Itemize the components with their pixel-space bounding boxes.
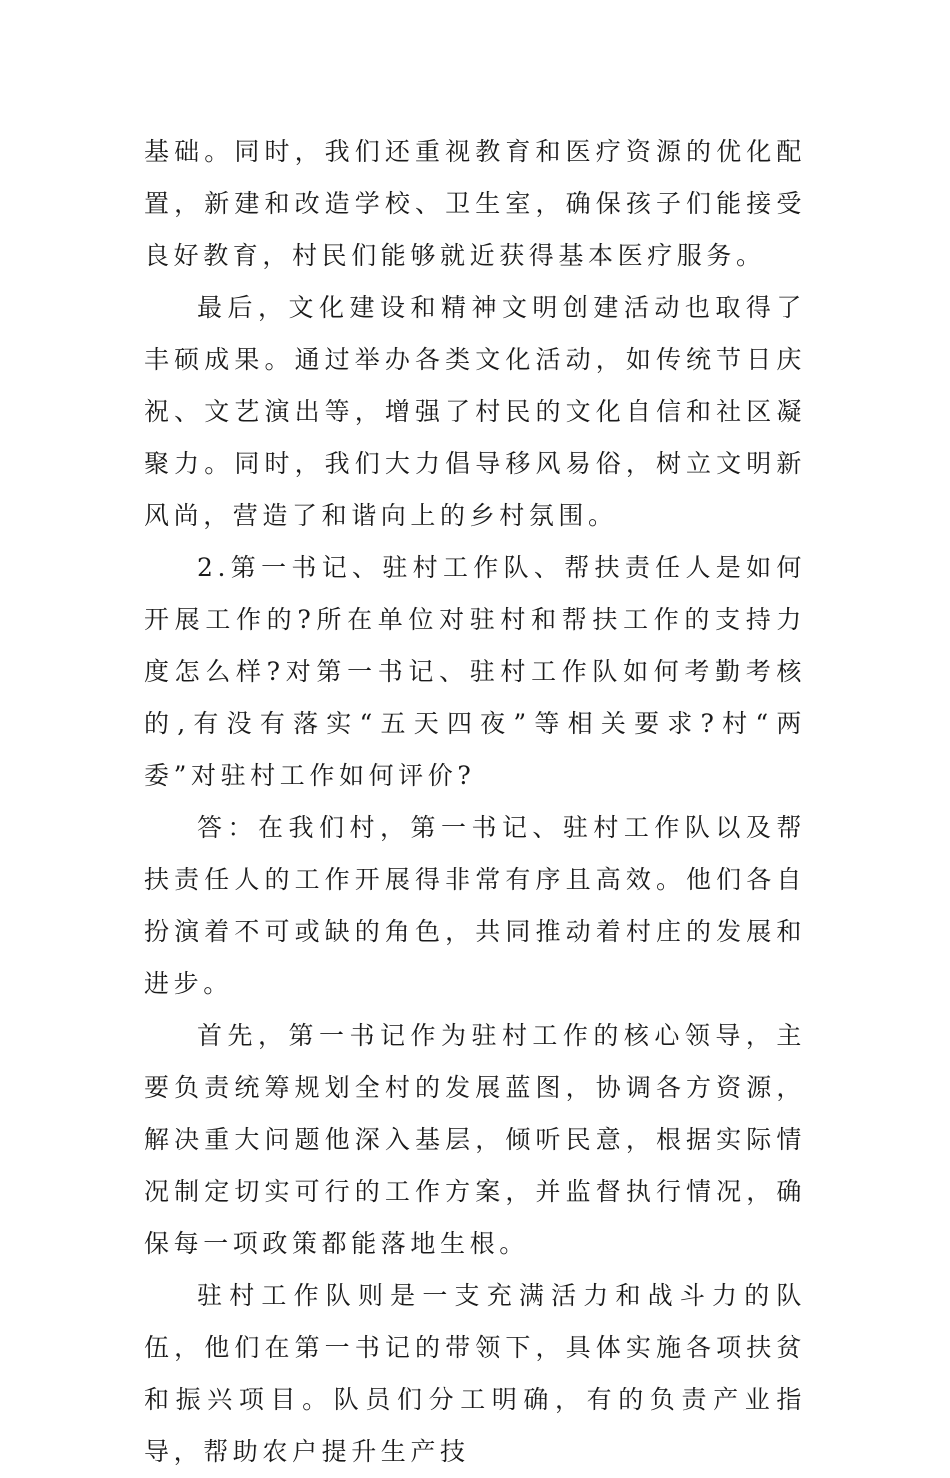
paragraph-work-team: 驻村工作队则是一支充满活力和战斗力的队伍，他们在第一书记的带领下，具体实施各项扶贫和振兴项目。队员们分工明确，有的负责产业指导，帮助农户提升生产技 <box>144 1281 806 1466</box>
document-body <box>144 126 806 1478</box>
paragraph-first-secretary: 首先，第一书记作为驻村工作的核心领导，主要负责统筹规划全村的发展蓝图，协调各方资源，解决重大问题他深入基层，倾听民意，根据实际情况制定切实可行的工作方案，并监督执行情况，确保每一项政策都能落地生根。 <box>144 1021 806 1258</box>
paragraph-culture: 最后，文化建设和精神文明创建活动也取得了丰硕成果。通过举办各类文化活动，如传统节日庆祝、文艺演出等，增强了村民的文化自信和社区凝聚力。同时，我们大力倡导移风易俗，树立文明新风尚，营造了和谐向上的乡村氛围。 <box>144 293 806 530</box>
paragraph-education-medical: 基础。同时，我们还重视教育和医疗资源的优化配置，新建和改造学校、卫生室，确保孩子们能接受良好教育，村民们能够就近获得基本医疗服务。 <box>144 137 806 270</box>
paragraph-answer: 答：在我们村，第一书记、驻村工作队以及帮扶责任人的工作开展得非常有序且高效。他们各自扮演着不可或缺的角色，共同推动着村庄的发展和进步。 <box>144 813 806 998</box>
paragraph-question-2: 2.第一书记、驻村工作队、帮扶责任人是如何开展工作的?所在单位对驻村和帮扶工作的支持力度怎么样?对第一书记、驻村工作队如何考勤考核的,有没有落实“五天四夜”等相关要求?村“两委”对驻村工作如何评价? <box>144 553 806 790</box>
